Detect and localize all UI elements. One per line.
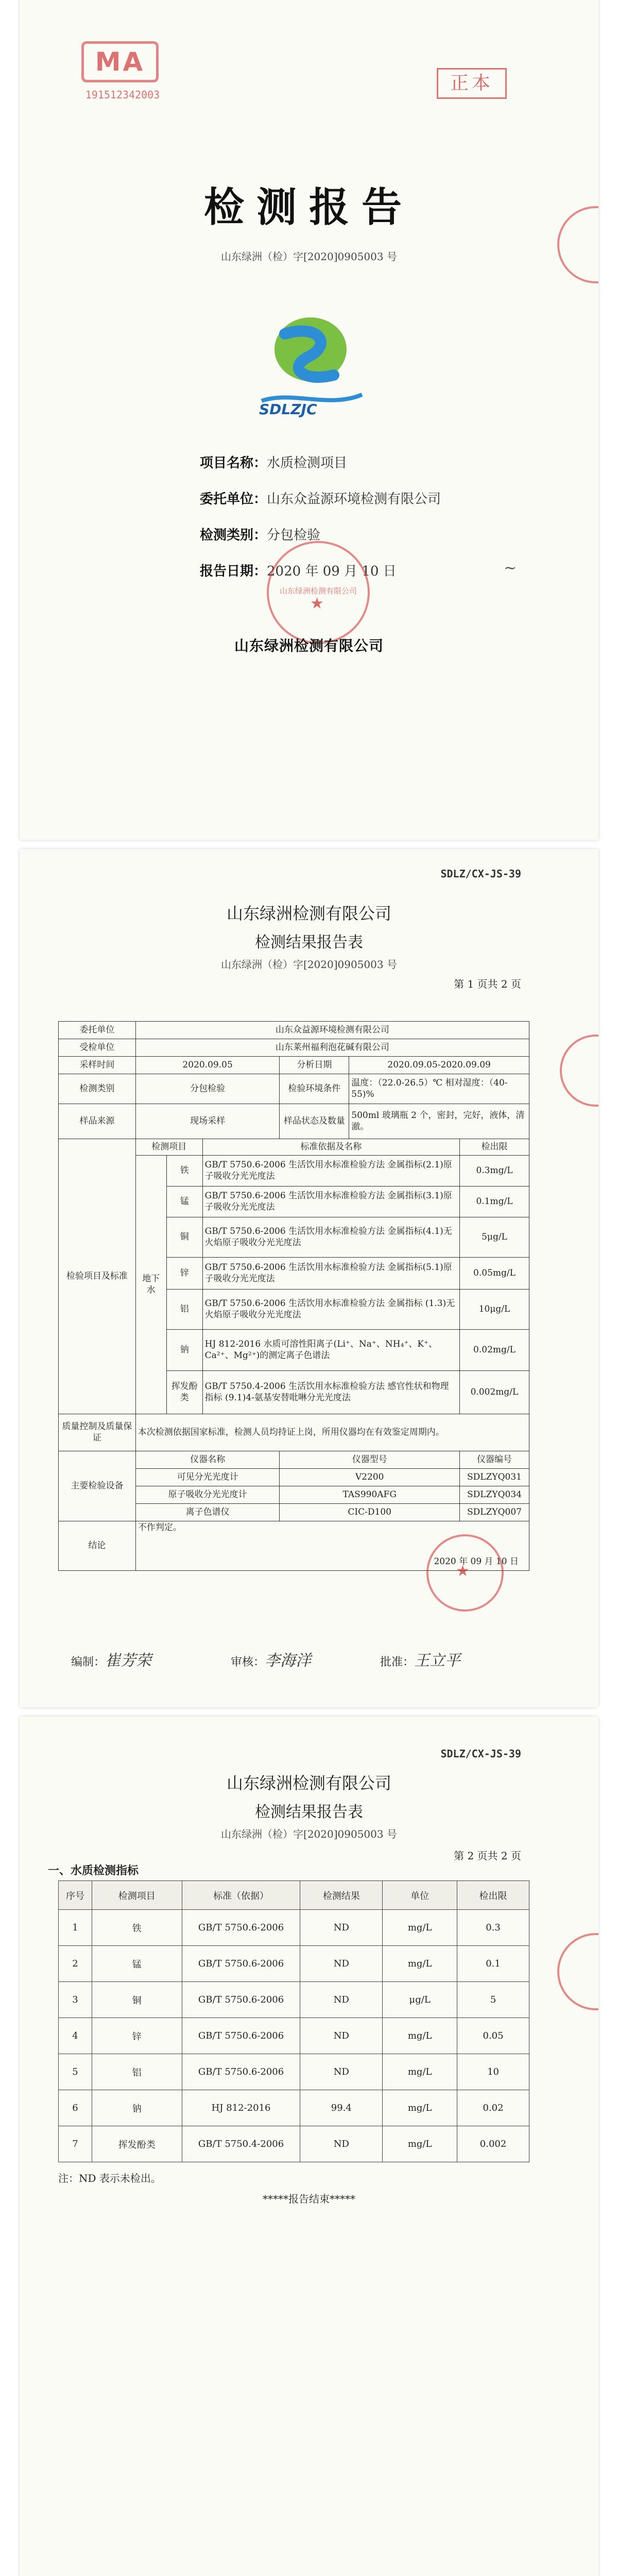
item-name: 锌 xyxy=(166,1258,202,1290)
item-standard: GB/T 5750.6-2006 生活饮用水标准检验方法 金属指标(3.1)原子吸收分光光度法 xyxy=(202,1187,459,1217)
equip-col-number: 仪器编号 xyxy=(459,1451,529,1469)
item-standard: HJ 812-2016 水质可溶性阳离子(Li⁺、Na⁺、NH₄⁺、K⁺、Ca²⁺、Mg²⁺)的测定离子色谱法 xyxy=(202,1330,459,1371)
info-table xyxy=(58,1021,529,1571)
qc-label: 质量控制及质量保证 xyxy=(59,1414,136,1451)
approver: 批准：王立平 xyxy=(380,1652,461,1670)
equip-label: 主要检验设备 xyxy=(59,1451,136,1521)
col-item: 检测项目 xyxy=(135,1139,202,1156)
env-value: 温度：（22.0-26.5）℃ 相对湿度：（40-55)% xyxy=(349,1074,529,1104)
item-limit: 0.05mg/L xyxy=(459,1258,529,1290)
equip-model: TAS990AFG xyxy=(280,1486,460,1504)
company-seal: ★ xyxy=(426,1534,504,1612)
equip-col-name: 仪器名称 xyxy=(135,1451,280,1469)
item-limit: 0.3mg/L xyxy=(459,1156,529,1187)
item-limit: 10μg/L xyxy=(459,1290,529,1330)
equip-number: SDLZYQ034 xyxy=(459,1486,529,1504)
item-name: 挥发酚类 xyxy=(166,1371,202,1414)
page-title: 检测结果报告表 xyxy=(255,934,363,952)
page-title: 检测报告 xyxy=(203,184,414,231)
source-label: 样品来源 xyxy=(59,1104,136,1139)
item-limit: 0.1mg/L xyxy=(459,1187,529,1217)
page-title: 检测结果报告表 xyxy=(255,1803,363,1821)
company-name: 山东绿洲检测有限公司 xyxy=(226,904,391,923)
sampling-label: 采样时间 xyxy=(59,1057,136,1074)
table-row: 3 铜 GB/T 5750.6-2006 ND μg/L 5 xyxy=(59,1982,529,2018)
edge-seal-icon xyxy=(557,1933,598,2010)
page-number: 第 2 页共 2 页 xyxy=(454,1850,521,1862)
handwritten-mark: ~ xyxy=(504,559,517,577)
conclusion-date: 2020 年 09 月 10 日 xyxy=(434,1556,519,1567)
table-row: 7 挥发酚类 GB/T 5750.4-2006 ND mg/L 0.002 xyxy=(59,2126,529,2162)
water-label: 地下水 xyxy=(135,1156,166,1414)
doc-code: SDLZ/CX-JS-39 xyxy=(440,1748,521,1760)
analysis-value: 2020.09.05-2020.09.09 xyxy=(349,1057,529,1074)
company-seal: 山东绿洲检测有限公司 ★ xyxy=(267,541,370,644)
item-limit: 5μg/L xyxy=(459,1217,529,1258)
equip-name: 原子吸收分光光度计 xyxy=(135,1486,280,1504)
source-value: 现场采样 xyxy=(135,1104,280,1139)
logo-text: SDLZJC xyxy=(259,401,317,418)
report-code: 山东绿洲（检）字[2020]0905003 号 xyxy=(221,250,397,263)
sampling-value: 2020.09.05 xyxy=(135,1057,280,1074)
company-name: 山东绿洲检测有限公司 xyxy=(226,1773,391,1793)
reviewer: 审核：李海洋 xyxy=(231,1652,312,1670)
report-cover-page xyxy=(20,0,598,840)
table-row: 1 铁 GB/T 5750.6-2006 ND mg/L 0.3 xyxy=(59,1910,529,1946)
qc-value: 本次检测依据国家标准，检测人员均持证上岗，所用仪器均在有效鉴定周期内。 xyxy=(135,1414,529,1451)
item-name: 铁 xyxy=(166,1156,202,1187)
edge-seal-icon xyxy=(560,1035,598,1107)
inspected-value: 山东莱州福利泡花碱有限公司 xyxy=(135,1039,529,1057)
result-page-1 xyxy=(20,849,598,1707)
original-stamp: 正本 xyxy=(437,68,507,99)
cma-number: 191512342003 xyxy=(85,89,160,101)
item-limit: 0.002mg/L xyxy=(459,1371,529,1414)
item-limit: 0.02mg/L xyxy=(459,1330,529,1371)
state-value: 500ml 玻璃瓶 2 个，密封，完好，液体，清澈。 xyxy=(349,1104,529,1139)
equip-number: SDLZYQ031 xyxy=(459,1469,529,1486)
equip-number: SDLZYQ007 xyxy=(459,1504,529,1521)
table-row: 4 锌 GB/T 5750.6-2006 ND mg/L 0.05 xyxy=(59,2018,529,2054)
table-row: 2 锰 GB/T 5750.6-2006 ND mg/L 0.1 xyxy=(59,1946,529,1982)
item-standard: GB/T 5750.6-2006 生活饮用水标准检验方法 金属指标(2.1)原子吸收分光光度法 xyxy=(202,1156,459,1187)
cma-stamp: MA xyxy=(81,41,159,82)
item-standard: GB/T 5750.4-2006 生活饮用水标准检验方法 感官性状和物理指标 (9.1)4-氨基安替吡啉分光光度法 xyxy=(202,1371,459,1414)
section-title: 一、水质检测指标 xyxy=(48,1864,139,1877)
company-logo-icon xyxy=(241,313,380,411)
company-name: 山东绿洲检测有限公司 xyxy=(234,637,384,654)
conclusion-value: 不作判定。 xyxy=(138,1522,182,1533)
env-label: 检验环境条件 xyxy=(280,1074,349,1104)
client-value: 山东众益源环境检测有限公司 xyxy=(135,1022,529,1039)
editor: 编制：崔芳荣 xyxy=(71,1652,152,1670)
item-standard: GB/T 5750.6-2006 生活饮用水标准检验方法 金属指标 (1.3)无火焰原子吸收分光光度法 xyxy=(202,1290,459,1330)
info-client: 委托单位：山东众益源环境检测有限公司 xyxy=(200,492,441,507)
client-label: 委托单位 xyxy=(59,1022,136,1039)
item-section-label: 检验项目及标准 xyxy=(59,1139,136,1414)
report-end: *****报告结束***** xyxy=(263,2193,355,2205)
item-name: 锰 xyxy=(166,1187,202,1217)
col-limit: 检出限 xyxy=(459,1139,529,1156)
equip-col-model: 仪器型号 xyxy=(280,1451,460,1469)
state-label: 样品状态及数量 xyxy=(280,1104,349,1139)
inspected-label: 受检单位 xyxy=(59,1039,136,1057)
info-date: 报告日期：2020 年 09 月 10 日 xyxy=(200,564,397,579)
conclusion-label: 结论 xyxy=(59,1521,136,1571)
item-standard: GB/T 5750.6-2006 生活饮用水标准检验方法 金属指标(4.1)无火焰原子吸收分光光度法 xyxy=(202,1217,459,1258)
item-name: 钠 xyxy=(166,1330,202,1371)
equip-model: CIC-D100 xyxy=(280,1504,460,1521)
equip-model: V2200 xyxy=(280,1469,460,1486)
item-standard: GB/T 5750.6-2006 生活饮用水标准检验方法 金属指标(5.1)原子吸收分光光度法 xyxy=(202,1258,459,1290)
equip-name: 可见分光光度计 xyxy=(135,1469,280,1486)
equip-name: 离子色谱仪 xyxy=(135,1504,280,1521)
category-label: 检测类别 xyxy=(59,1074,136,1104)
table-note: 注：ND 表示未检出。 xyxy=(58,2172,161,2184)
item-name: 铝 xyxy=(166,1290,202,1330)
results-table xyxy=(58,1880,529,2162)
report-code: 山东绿洲（检）字[2020]0905003 号 xyxy=(221,958,397,971)
info-project: 项目名称：水质检测项目 xyxy=(200,455,348,471)
info-category: 检测类别：分包检验 xyxy=(200,528,321,543)
report-code: 山东绿洲（检）字[2020]0905003 号 xyxy=(221,1828,397,1840)
table-row: 6 钠 HJ 812-2016 99.4 mg/L 0.02 xyxy=(59,2090,529,2126)
table-row: 5 铝 GB/T 5750.6-2006 ND mg/L 10 xyxy=(59,2054,529,2090)
analysis-label: 分析日期 xyxy=(280,1057,349,1074)
doc-code: SDLZ/CX-JS-39 xyxy=(440,868,521,880)
item-name: 铜 xyxy=(166,1217,202,1258)
category-value: 分包检验 xyxy=(135,1074,280,1104)
page-number: 第 1 页共 2 页 xyxy=(454,978,521,990)
result-page-2 xyxy=(20,1717,598,2576)
table-header-row: 序号 检测项目 标准（依据） 检测结果 单位 检出限 xyxy=(59,1881,529,1910)
col-standard: 标准依据及名称 xyxy=(202,1139,459,1156)
